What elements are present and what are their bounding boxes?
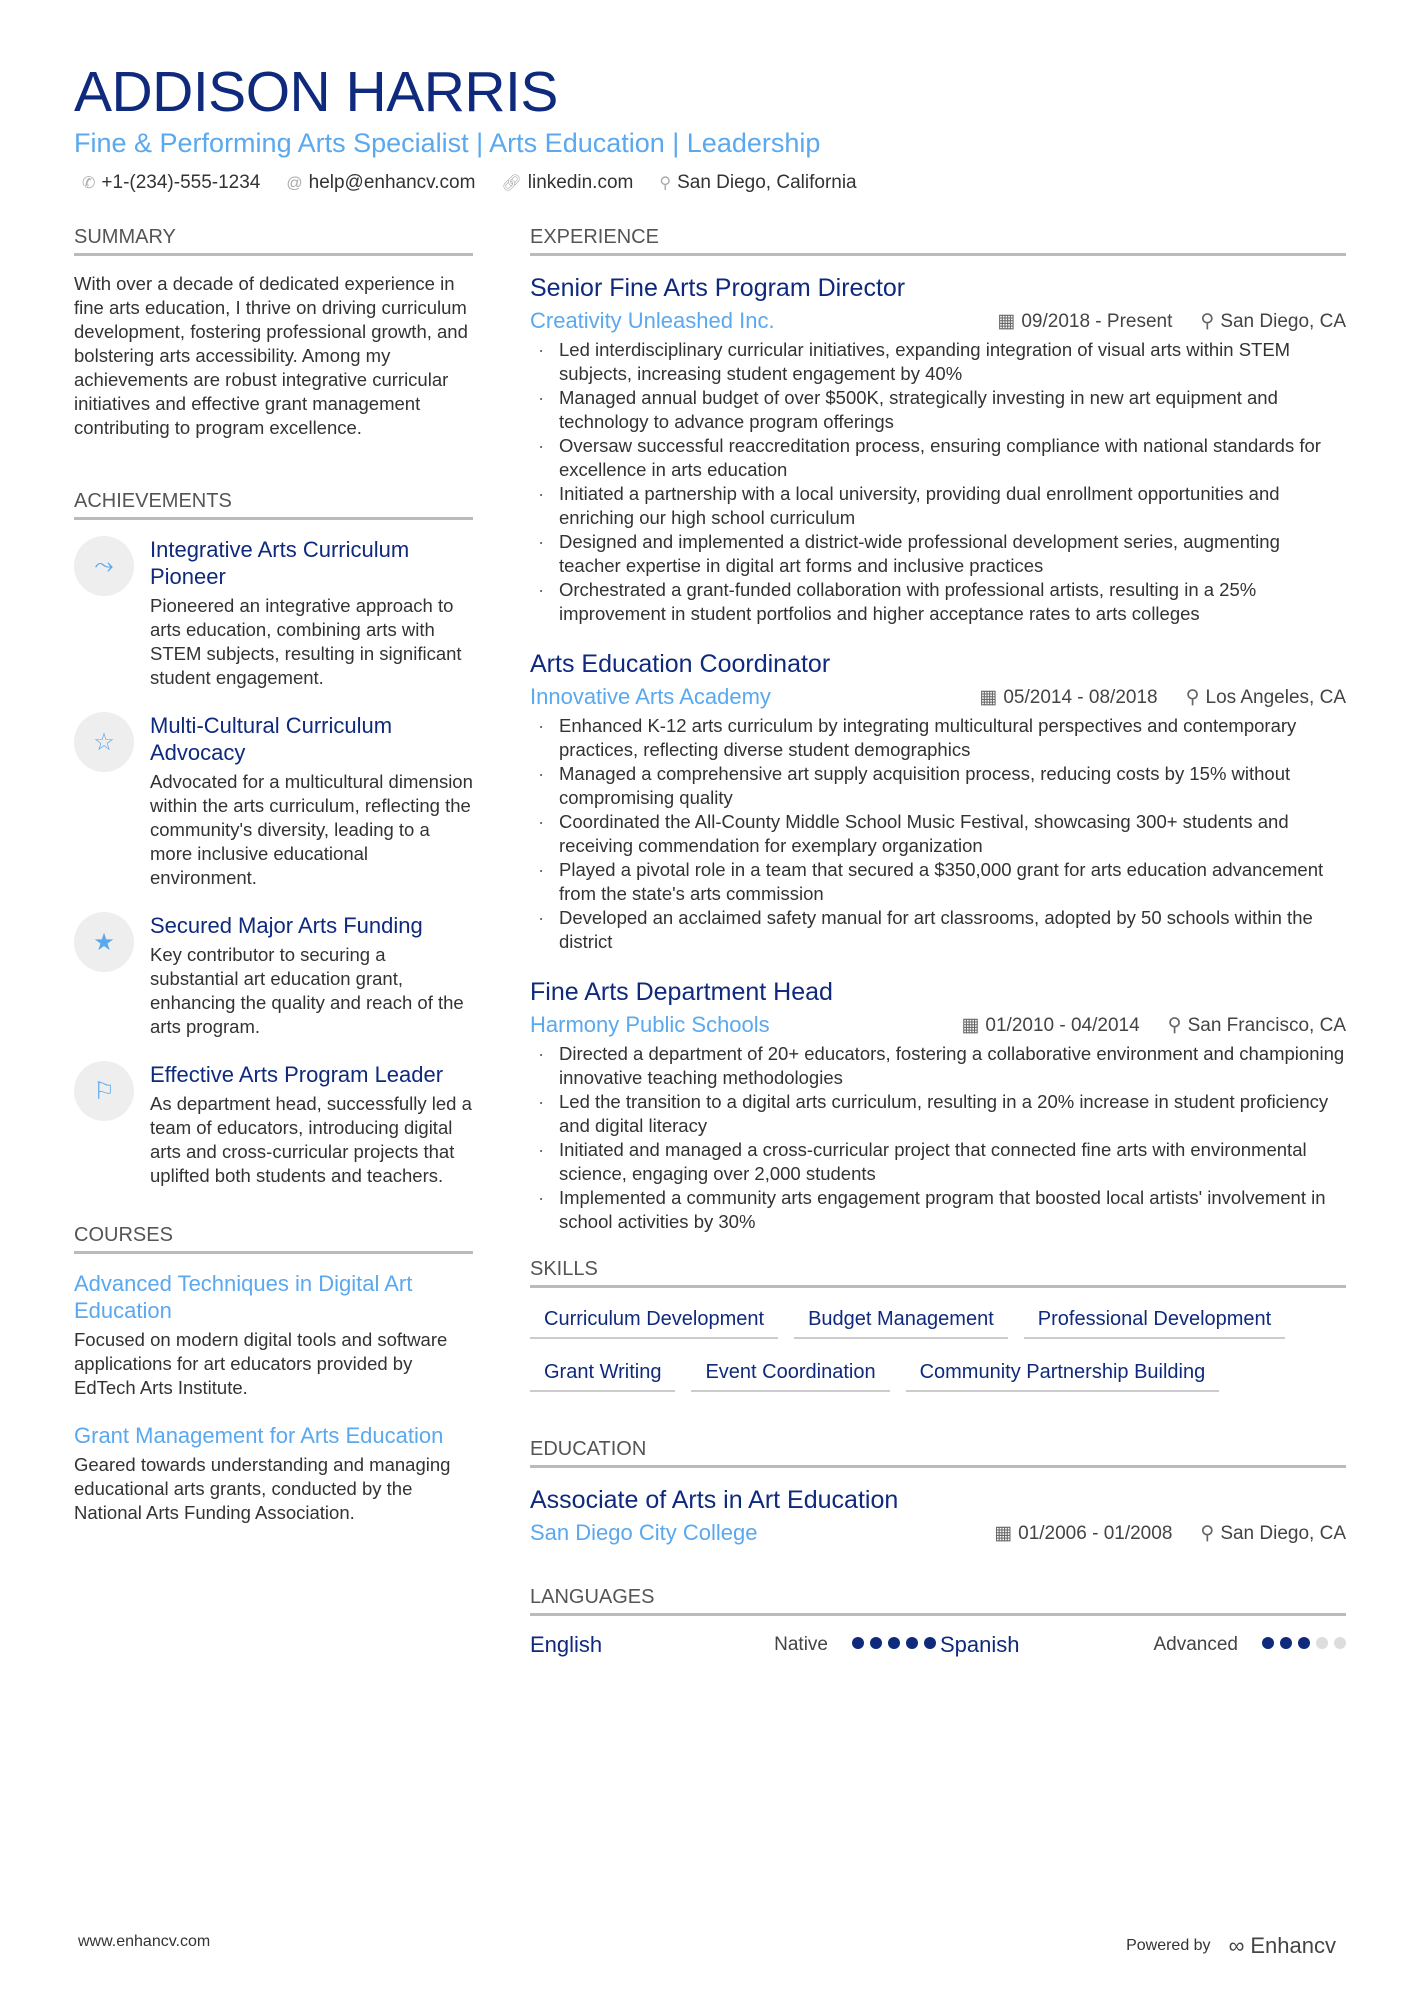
job-bullet: · Led interdisciplinary curricular initiatives, expanding integration of visual arts within STEM subjects, increasing student engagement by 40% (530, 338, 1346, 386)
skill-tag: Grant Writing (530, 1357, 675, 1392)
job-bullet: · Initiated and managed a cross-curricular project that connected fine arts with environmental science, engaging over 2,000 students (530, 1138, 1346, 1186)
job-bullet: · Orchestrated a grant-funded collaboration with professional artists, resulting in a 25% improvement in student portfolios and higher acceptance rates to arts colleges (530, 578, 1346, 626)
skill-tag: Event Coordination (691, 1357, 889, 1392)
section-heading-courses: COURSES (74, 1224, 473, 1254)
proficiency-dot (1334, 1637, 1346, 1649)
footer (78, 1933, 1336, 1959)
section-heading-skills: SKILLS (530, 1258, 1346, 1288)
achievements-list (74, 536, 473, 1188)
company-name: Creativity Unleashed Inc. (530, 308, 775, 333)
achievement-description: Pioneered an integrative approach to arts education, combining arts with STEM subjects, resulting in significant student engagement. (150, 595, 462, 688)
job-bullet: · Managed a comprehensive art supply acquisition process, reducing costs by 15% without compromising quality (530, 762, 1346, 810)
right-column (530, 226, 1346, 1658)
language-item (530, 1632, 936, 1658)
section-heading-languages: LANGUAGES (530, 1586, 1346, 1616)
school-name: San Diego City College (530, 1520, 758, 1545)
achievement-description: As department head, successfully led a team of educators, introducing digital arts and cross-curricular projects that uplifted both students and teachers. (150, 1093, 472, 1186)
location-icon: ⚲ (1200, 310, 1215, 332)
job-bullet: · Led the transition to a digital arts curriculum, resulting in a 20% increase in student proficiency and digital literacy (530, 1090, 1346, 1138)
job-entry (530, 648, 1346, 954)
section-heading-summary: SUMMARY (74, 226, 473, 256)
phone-icon: ✆ (82, 175, 96, 192)
proficiency-dot (1280, 1637, 1292, 1649)
achievement-title: Multi-Cultural Curriculum Advocacy (150, 713, 393, 765)
degree-title: Associate of Arts in Art Education (530, 1486, 899, 1514)
language-name: Spanish (940, 1632, 1020, 1657)
star-outline-icon: ☆ (74, 712, 134, 772)
contact-linkedin[interactable] (501, 172, 633, 194)
link-icon: 🔗︎ (501, 175, 522, 192)
languages-list (530, 1632, 1346, 1658)
section-heading-education: EDUCATION (530, 1438, 1346, 1468)
location-text: San Diego, California (677, 172, 857, 193)
contact-bar (74, 172, 1346, 194)
job-location: Los Angeles, CA (1205, 686, 1346, 708)
job-location: San Francisco, CA (1187, 1014, 1346, 1036)
achievement-item (74, 912, 473, 1039)
job-bullets (530, 338, 1346, 626)
contact-phone[interactable] (82, 172, 260, 194)
section-heading-achievements: ACHIEVEMENTS (74, 490, 473, 520)
achievement-item (74, 536, 473, 690)
job-bullets (530, 714, 1346, 954)
skill-tag: Curriculum Development (530, 1304, 778, 1339)
proficiency-dot (870, 1637, 882, 1649)
proficiency-dot (1298, 1637, 1310, 1649)
contact-email[interactable] (286, 172, 475, 194)
education-meta (530, 1520, 1346, 1546)
job-title: Arts Education Coordinator (530, 650, 831, 678)
email-text: help@enhancv.com (308, 172, 476, 193)
achievement-item (74, 1061, 473, 1188)
language-item (940, 1632, 1346, 1658)
job-bullet: · Initiated a partnership with a local university, providing dual enrollment opportunities and enriching our high school curriculum (530, 482, 1346, 530)
summary-text: With over a decade of dedicated experience in fine arts education, I thrive on driving curriculum development, fostering professional growth, and bolstering arts accessibility. Among my achievements are robust integrative curricular initiatives and effective grant management contributing to program excellence. (74, 273, 468, 438)
course-description: Geared towards understanding and managing educational arts grants, conducted by the National Arts Funding Association. (74, 1454, 451, 1523)
job-bullet: · Developed an acclaimed safety manual for art classrooms, adopted by 50 schools within the district (530, 906, 1346, 954)
infinity-icon: ∞ (1228, 1933, 1245, 1958)
achievement-description: Key contributor to securing a substantial art education grant, enhancing the quality and reach of the arts program. (150, 944, 464, 1037)
proficiency-dots (1256, 1636, 1346, 1654)
calendar-icon: ▦ (961, 1014, 980, 1036)
skill-tag: Community Partnership Building (906, 1357, 1220, 1392)
language-level: Advanced (1153, 1634, 1238, 1655)
contact-location (659, 172, 856, 194)
achievement-title: Secured Major Arts Funding (150, 913, 423, 938)
calendar-icon: ▦ (979, 686, 998, 708)
proficiency-dot (888, 1637, 900, 1649)
job-bullet: · Directed a department of 20+ educators, fostering a collaborative environment and championing innovative teaching methodologies (530, 1042, 1346, 1090)
achievement-title: Integrative Arts Curriculum Pioneer (150, 537, 410, 589)
job-bullet: · Managed annual budget of over $500K, strategically investing in new art equipment and technology to advance program offerings (530, 386, 1346, 434)
job-dates: 09/2018 - Present (1021, 310, 1173, 332)
brand-name: Enhancv (1250, 1933, 1336, 1958)
location-icon: ⚲ (659, 175, 672, 192)
candidate-title: Fine & Performing Arts Specialist | Arts Education | Leadership (74, 128, 821, 158)
powered-by-text: Powered by (1126, 1937, 1211, 1954)
star-half-icon: ★ (74, 912, 134, 972)
job-dates: 05/2014 - 08/2018 (1003, 686, 1158, 708)
skills-list (530, 1304, 1346, 1392)
skill-tag: Professional Development (1024, 1304, 1285, 1339)
job-bullet: · Designed and implemented a district-wide professional development series, augmenting teacher expertise in digital art forms and inclusive practices (530, 530, 1346, 578)
achievement-item (74, 712, 473, 890)
course-item (74, 1422, 473, 1525)
job-location: San Diego, CA (1220, 310, 1346, 332)
job-bullet: · Implemented a community arts engagement program that boosted local artists' involvement in school activities by 30% (530, 1186, 1346, 1234)
achievement-description: Advocated for a multicultural dimension within the arts curriculum, reflecting the community's diversity, leading to a more inclusive educational environment. (150, 771, 473, 888)
job-bullets (530, 1042, 1346, 1234)
section-heading-experience: EXPERIENCE (530, 226, 1346, 256)
course-title: Advanced Techniques in Digital Art Education (74, 1271, 413, 1323)
job-bullet: · Coordinated the All-County Middle School Music Festival, showcasing 300+ students and receiving commendation for exemplary organization (530, 810, 1346, 858)
job-bullet: · Played a pivotal role in a team that secured a $350,000 grant for arts education advancement from the state's arts commission (530, 858, 1346, 906)
job-entry (530, 272, 1346, 626)
company-name: Innovative Arts Academy (530, 684, 771, 709)
education-dates: 01/2006 - 01/2008 (1018, 1522, 1173, 1544)
job-dates: 01/2010 - 04/2014 (985, 1014, 1140, 1036)
course-description: Focused on modern digital tools and software applications for art educators provided by EdTech Arts Institute. (74, 1329, 448, 1398)
calendar-icon: ▦ (994, 1522, 1013, 1544)
proficiency-dots (846, 1636, 936, 1654)
phone-text: +1-(234)-555-1234 (101, 172, 261, 193)
proficiency-dot (924, 1637, 936, 1649)
location-icon: ⚲ (1200, 1522, 1215, 1544)
course-item (74, 1270, 473, 1400)
skill-tag: Budget Management (794, 1304, 1008, 1339)
course-title: Grant Management for Arts Education (74, 1423, 444, 1448)
linkedin-text: linkedin.com (527, 172, 634, 193)
calendar-icon: ▦ (997, 310, 1016, 332)
job-entry (530, 976, 1346, 1234)
route-icon: ⤳ (74, 536, 134, 596)
location-icon: ⚲ (1185, 686, 1200, 708)
proficiency-dot (906, 1637, 918, 1649)
job-title: Senior Fine Arts Program Director (530, 274, 906, 302)
location-icon: ⚲ (1167, 1014, 1182, 1036)
flag-icon: ⚐ (74, 1061, 134, 1121)
education-location: San Diego, CA (1220, 1522, 1346, 1544)
experience-list (530, 272, 1346, 1234)
candidate-name: ADDISON HARRIS (74, 60, 558, 124)
proficiency-dot (1262, 1637, 1274, 1649)
job-title: Fine Arts Department Head (530, 978, 833, 1006)
proficiency-dot (852, 1637, 864, 1649)
language-level: Native (774, 1634, 828, 1655)
proficiency-dot (1316, 1637, 1328, 1649)
left-column (74, 226, 473, 1658)
achievement-title: Effective Arts Program Leader (150, 1062, 444, 1087)
job-bullet: · Oversaw successful reaccreditation process, ensuring compliance with national standards for excellence in arts education (530, 434, 1346, 482)
language-name: English (530, 1632, 603, 1657)
job-bullet: · Enhanced K-12 arts curriculum by integrating multicultural perspectives and contemporary practices, reflecting diverse student demographics (530, 714, 1346, 762)
at-icon: @ (286, 175, 303, 192)
footer-website[interactable]: www.enhancv.com (78, 1933, 211, 1950)
company-name: Harmony Public Schools (530, 1012, 770, 1037)
resume-page (74, 60, 1346, 1658)
enhancv-logo[interactable] (1229, 1933, 1336, 1959)
